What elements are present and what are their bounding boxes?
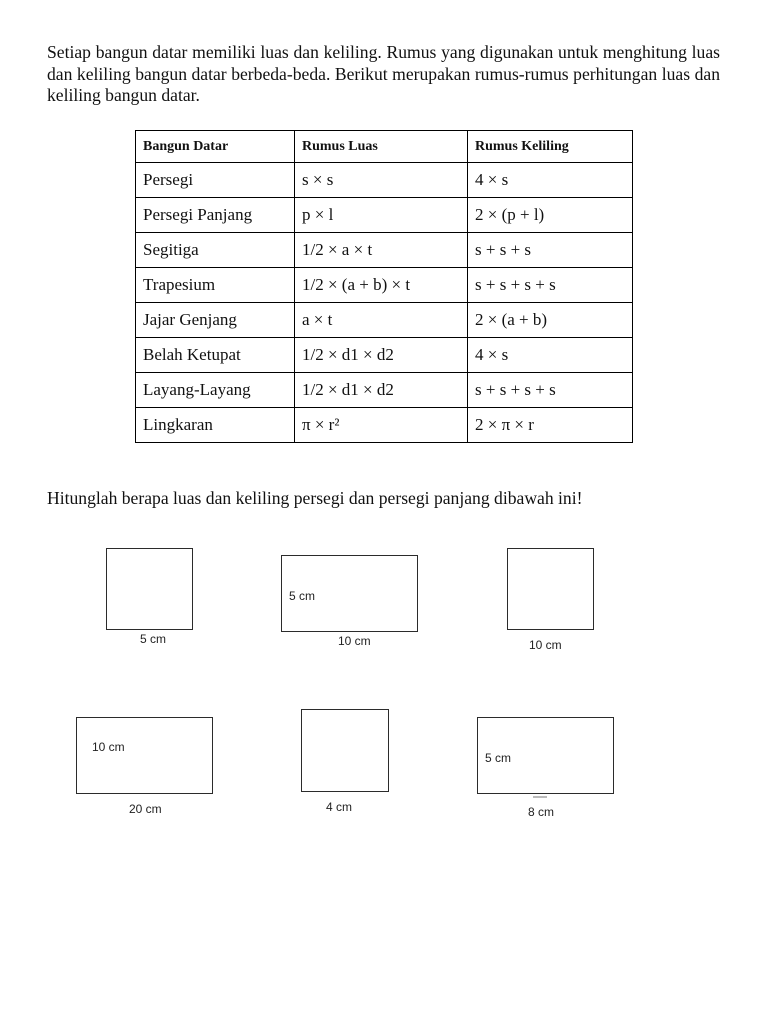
- dimension-label: 10 cm: [92, 740, 125, 754]
- dimension-label: 4 cm: [326, 800, 353, 814]
- area-formula-cell: p × l: [295, 198, 468, 233]
- area-formula-cell: s × s: [295, 163, 468, 198]
- question-text: Hitunglah berapa luas dan keliling persegi dan persegi panjang dibawah ini!: [47, 488, 583, 508]
- area-formula-cell: π × r²: [295, 408, 468, 443]
- formula-table: [135, 130, 633, 443]
- rectangle-figure: [76, 717, 213, 794]
- square-figure: [507, 548, 594, 630]
- area-formula-cell: 1/2 × d1 × d2: [295, 338, 468, 373]
- header-perimeter-formula: Rumus Keliling: [468, 131, 633, 163]
- table-row: [136, 303, 633, 338]
- table-row: [136, 268, 633, 303]
- area-formula-cell: a × t: [295, 303, 468, 338]
- shape-name-cell: Segitiga: [136, 233, 295, 268]
- perimeter-formula-cell: 2 × (p + l): [468, 198, 633, 233]
- table-row: [136, 233, 633, 268]
- perimeter-formula-cell: 2 × (a + b): [468, 303, 633, 338]
- area-formula-cell: 1/2 × d1 × d2: [295, 373, 468, 408]
- perimeter-formula-cell: s + s + s + s: [468, 373, 633, 408]
- square-figure: [106, 548, 193, 630]
- table-row: [136, 198, 633, 233]
- dimension-label: 5 cm: [485, 751, 512, 765]
- rectangle-figure: [281, 555, 418, 632]
- perimeter-formula-cell: 4 × s: [468, 338, 633, 373]
- table-row: [136, 338, 633, 373]
- table-header-row: [136, 131, 633, 163]
- perimeter-formula-cell: s + s + s: [468, 233, 633, 268]
- shape-name-cell: Persegi: [136, 163, 295, 198]
- table-row: [136, 163, 633, 198]
- dimension-label: 5 cm: [140, 632, 167, 646]
- header-area-formula: Rumus Luas: [295, 131, 468, 163]
- dimension-label: 20 cm: [129, 802, 162, 816]
- perimeter-formula-cell: s + s + s + s: [468, 268, 633, 303]
- rectangle-figure: [477, 717, 614, 794]
- header-shape: Bangun Datar: [136, 131, 295, 163]
- stray-mark: [533, 796, 547, 798]
- square-figure: [301, 709, 389, 792]
- perimeter-formula-cell: 4 × s: [468, 163, 633, 198]
- shape-name-cell: Trapesium: [136, 268, 295, 303]
- dimension-label: 10 cm: [338, 634, 371, 648]
- shape-name-cell: Lingkaran: [136, 408, 295, 443]
- shape-name-cell: Persegi Panjang: [136, 198, 295, 233]
- shape-name-cell: Jajar Genjang: [136, 303, 295, 338]
- area-formula-cell: 1/2 × a × t: [295, 233, 468, 268]
- intro-paragraph: Setiap bangun datar memiliki luas dan keliling. Rumus yang digunakan untuk menghitung luas dan keliling bangun datar berbeda-beda. Berikut merupakan rumus-rumus perhitungan luas dan keliling bangun datar.: [47, 42, 720, 105]
- table-row: [136, 408, 633, 443]
- perimeter-formula-cell: 2 × π × r: [468, 408, 633, 443]
- table-row: [136, 373, 633, 408]
- shape-name-cell: Layang-Layang: [136, 373, 295, 408]
- shape-name-cell: Belah Ketupat: [136, 338, 295, 373]
- dimension-label: 10 cm: [529, 638, 562, 652]
- area-formula-cell: 1/2 × (a + b) × t: [295, 268, 468, 303]
- dimension-label: 5 cm: [289, 589, 316, 603]
- dimension-label: 8 cm: [528, 805, 555, 819]
